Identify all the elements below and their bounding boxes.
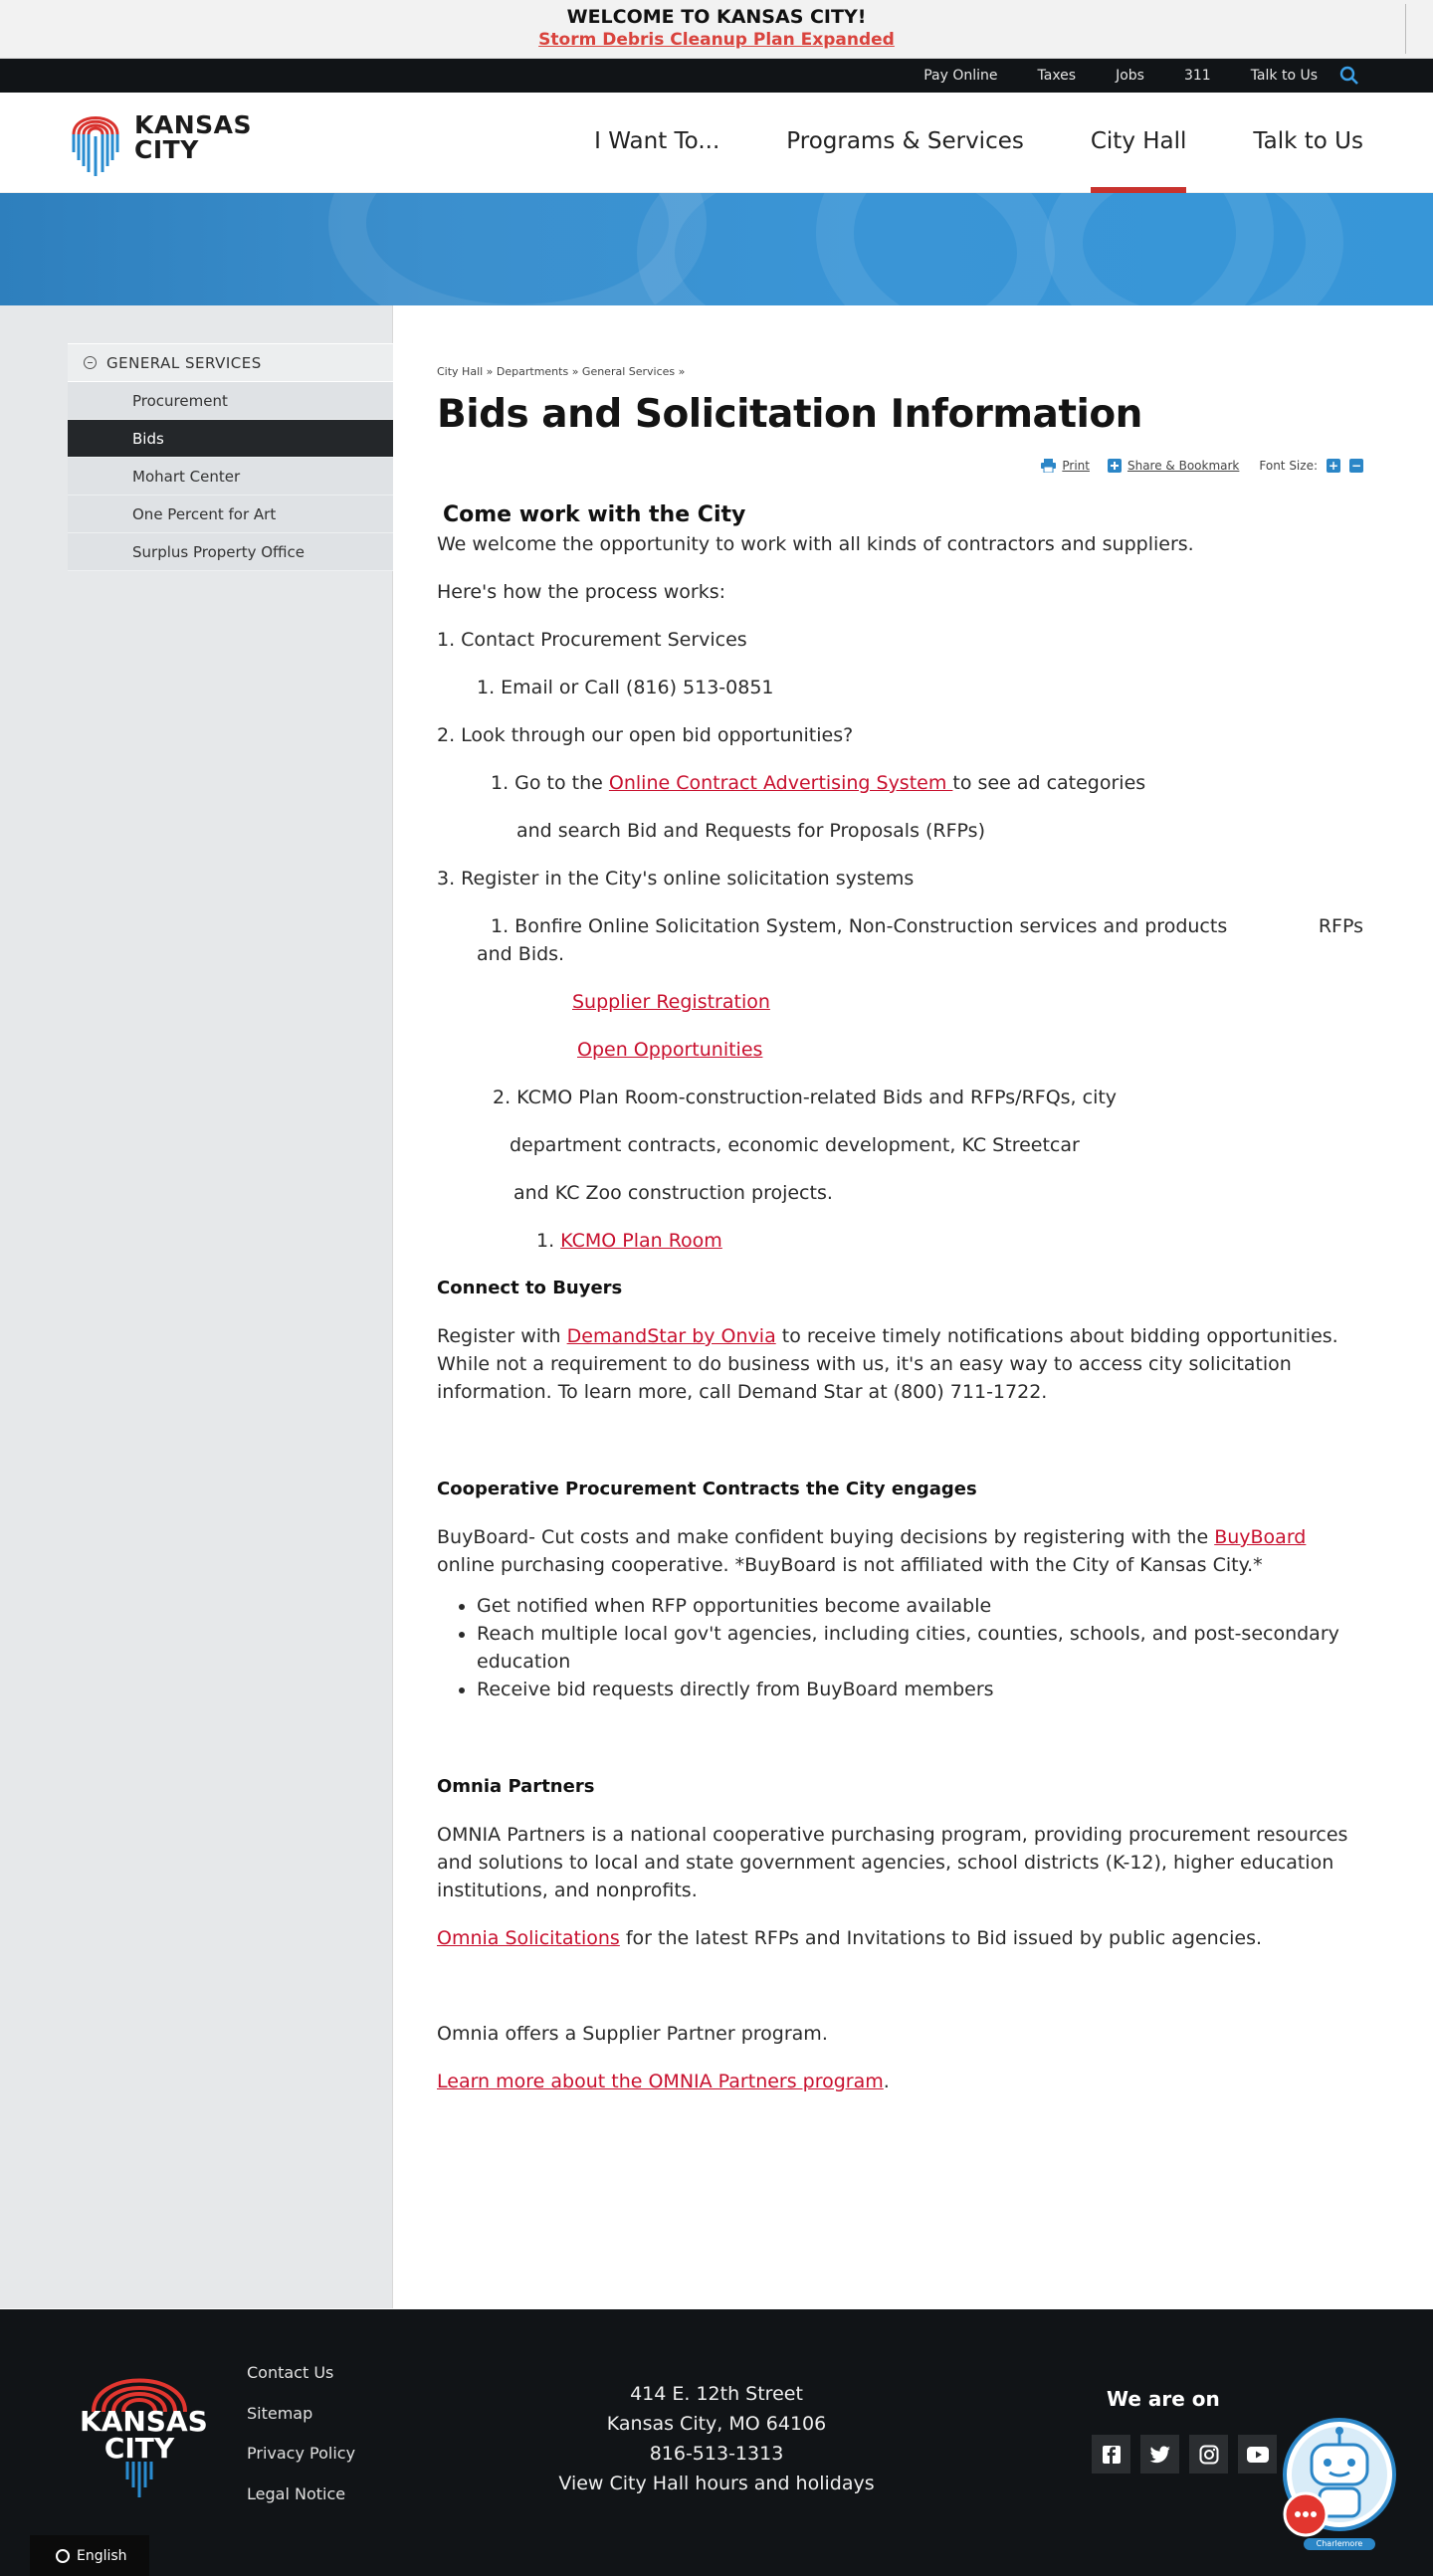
- buyboard-paragraph: [437, 1523, 1363, 1579]
- main-navigation: [0, 93, 1433, 193]
- sidebar-item-mohart-center[interactable]: Mohart Center: [68, 458, 393, 495]
- sidebar-item-procurement[interactable]: Procurement: [68, 382, 393, 420]
- social-links: [1092, 2435, 1287, 2474]
- kcmo-plan-room-link[interactable]: KCMO Plan Room: [560, 1230, 722, 1252]
- instagram-icon[interactable]: [1189, 2435, 1228, 2474]
- chatbot-robot-icon: [1282, 2413, 1396, 2552]
- logo-wordmark: [134, 112, 252, 162]
- print-label: Print: [1062, 459, 1090, 473]
- step-3b-line-2: department contracts, economic development, KC Streetcar: [510, 1134, 1080, 1156]
- utility-bar: [0, 59, 1433, 93]
- fountain-logo-icon: [68, 106, 123, 178]
- heading-come-work: Come work with the City: [443, 502, 746, 527]
- youtube-icon[interactable]: [1238, 2435, 1277, 2474]
- utility-link-jobs[interactable]: Jobs: [1116, 68, 1144, 84]
- plan-room-prefix: 1.: [536, 1230, 561, 1252]
- intro-text: We welcome the opportunity to work with all kinds of contractors and suppliers.: [437, 533, 1194, 555]
- footer-link-privacy-policy[interactable]: Privacy Policy: [247, 2444, 356, 2463]
- address-street: 414 E. 12th Street: [630, 2383, 803, 2405]
- banner-divider: [1405, 4, 1406, 54]
- twitter-icon[interactable]: [1140, 2435, 1179, 2474]
- connect-suffix: to receive timely notifications about bidding opportunities. While not a requirement to do business with us, it's an easy way to access city solicitation information. To learn more, call Demand Star at (800) 711-1722.: [437, 1325, 1338, 1403]
- logo-line-1: KANSAS: [134, 110, 253, 139]
- step-3b-line-3: and KC Zoo construction projects.: [513, 1182, 833, 1204]
- page-title: Bids and Solicitation Information: [437, 392, 1142, 437]
- page-tools: [437, 457, 1363, 475]
- buyboard-suffix: online purchasing cooperative. *BuyBoard is not affiliated with the City of Kansas City.*: [437, 1554, 1263, 1576]
- font-increase-icon[interactable]: +: [1328, 459, 1339, 473]
- list-item: • Get notified when RFP opportunities become available: [477, 1592, 1363, 1620]
- step-3a-bids: and Bids.: [477, 943, 565, 965]
- sidebar-heading-general-services[interactable]: [68, 343, 393, 382]
- buyboard-link[interactable]: BuyBoard: [1214, 1526, 1307, 1548]
- font-size-label: Font Size:: [1259, 459, 1318, 473]
- sidebar-item-surplus-property-office[interactable]: Surplus Property Office: [68, 533, 393, 571]
- omnia-solicitations-row: [437, 1924, 1363, 1952]
- sidebar-item-bids[interactable]: Bids: [68, 420, 393, 458]
- step-3: 3. Register in the City's online solicitation systems: [437, 868, 915, 890]
- utility-link-taxes[interactable]: Taxes: [1037, 68, 1077, 84]
- footer-logo-line-2: CITY: [103, 2432, 175, 2465]
- kansas-city-logo[interactable]: [68, 106, 253, 178]
- banner-alert-link[interactable]: Storm Debris Cleanup Plan Expanded: [538, 30, 895, 50]
- online-contract-advertising-link[interactable]: Online Contract Advertising System: [608, 772, 953, 794]
- heading-connect-buyers: Connect to Buyers: [437, 1278, 623, 1298]
- article-body: [437, 500, 1363, 2095]
- sidebar-heading-label: GENERAL SERVICES: [106, 353, 262, 372]
- buyboard-prefix: BuyBoard- Cut costs and make confident buying decisions by registering with the: [437, 1526, 1215, 1548]
- main-content: [393, 305, 1433, 2308]
- printer-icon: [1041, 459, 1056, 473]
- omnia-description: OMNIA Partners is a national cooperative purchasing program, providing procurement resources and solutions to local and state government agencies, school districts (K-12), higher education institutions, and nonprofits.: [437, 1824, 1348, 1901]
- banner-title: WELCOME TO KANSAS CITY!: [566, 6, 867, 28]
- buyboard-benefits-list: [477, 1592, 1363, 1703]
- city-hall-hours-link[interactable]: View City Hall hours and holidays: [558, 2473, 875, 2494]
- omnia-learn-period: .: [883, 2071, 890, 2092]
- footer-address: [517, 2379, 916, 2498]
- utility-link-talk-to-us[interactable]: Talk to Us: [1250, 68, 1318, 84]
- nav-i-want-to[interactable]: I Want To...: [594, 128, 720, 154]
- omnia-learn-row: [437, 2068, 1363, 2095]
- share-label: Share & Bookmark: [1126, 459, 1240, 473]
- address-city: Kansas City, MO 64106: [606, 2413, 827, 2435]
- footer-link-legal-notice[interactable]: Legal Notice: [247, 2483, 346, 2503]
- open-opportunities-row: [437, 1036, 1363, 1064]
- heading-cooperative: Cooperative Procurement Contracts the City engages: [437, 1479, 977, 1499]
- connect-paragraph: [437, 1322, 1363, 1406]
- nav-city-hall[interactable]: City Hall: [1091, 93, 1187, 193]
- open-opportunities-link[interactable]: Open Opportunities: [577, 1039, 763, 1061]
- footer-link-sitemap[interactable]: Sitemap: [247, 2403, 313, 2423]
- footer-logo-line-1: KANSAS: [80, 2405, 208, 2438]
- step-2a-suffix: to see ad categories: [952, 772, 1146, 794]
- supplier-registration-link[interactable]: Supplier Registration: [572, 991, 770, 1013]
- footer-logo[interactable]: [80, 2362, 209, 2501]
- sidebar-item-one-percent-for-art[interactable]: One Percent for Art: [68, 495, 393, 533]
- site-footer: [0, 2309, 1433, 2576]
- search-icon[interactable]: [1339, 65, 1361, 87]
- section-nav: [68, 343, 393, 571]
- list-item: • Reach multiple local gov't agencies, including cities, counties, schools, and post-secondary education: [477, 1620, 1363, 1676]
- list-item: • Receive bid requests directly from BuyBoard members: [477, 1676, 1363, 1703]
- demandstar-link[interactable]: DemandStar by Onvia: [566, 1325, 776, 1347]
- social-heading: We are on: [1107, 2387, 1220, 2411]
- step-2a-continued: and search Bid and Requests for Proposals (RFPs): [516, 820, 985, 842]
- step-1: 1. Contact Procurement Services: [437, 629, 747, 651]
- plan-room-row: [437, 1227, 1363, 1255]
- footer-link-contact-us[interactable]: Contact Us: [247, 2363, 334, 2382]
- omnia-learn-more-link[interactable]: Learn more about the OMNIA Partners program: [437, 2071, 884, 2092]
- step-3a: [437, 912, 1363, 968]
- heading-omnia: Omnia Partners: [437, 1776, 595, 1797]
- footer-links: [247, 2363, 355, 2524]
- font-decrease-icon[interactable]: −: [1350, 459, 1362, 473]
- omnia-solicitations-link[interactable]: Omnia Solicitations: [437, 1927, 620, 1949]
- sidebar: [0, 305, 393, 2308]
- process-intro: Here's how the process works:: [437, 581, 726, 603]
- globe-icon: [56, 2549, 70, 2563]
- facebook-icon[interactable]: [1092, 2435, 1130, 2474]
- footer-wordmark: [80, 2405, 208, 2465]
- omnia-solicitations-suffix: for the latest RFPs and Invitations to Bid issued by public agencies.: [619, 1927, 1263, 1949]
- connect-prefix: Register with: [437, 1325, 567, 1347]
- nav-programs-services[interactable]: Programs & Services: [786, 128, 1024, 154]
- step-3a-text: 1. Bonfire Online Solicitation System, Non-Construction services and products: [491, 915, 1228, 937]
- language-selector[interactable]: [30, 2535, 149, 2576]
- omnia-supplier-text: Omnia offers a Supplier Partner program.: [437, 2023, 828, 2045]
- logo-line-2: CITY: [134, 135, 199, 164]
- primary-nav: [527, 93, 1363, 193]
- print-button[interactable]: [1041, 459, 1090, 473]
- share-bookmark-button[interactable]: [1108, 459, 1239, 473]
- page-layout: [0, 305, 1433, 2308]
- language-label: English: [77, 2547, 127, 2564]
- supplier-registration-row: [437, 988, 1363, 1016]
- chatbot-label: Charlemore: [1316, 2539, 1363, 2548]
- address-phone[interactable]: 816-513-1313: [649, 2443, 784, 2465]
- utility-link-pay-online[interactable]: Pay Online: [923, 68, 998, 84]
- nav-talk-to-us[interactable]: Talk to Us: [1253, 128, 1363, 154]
- collapse-icon[interactable]: [84, 356, 97, 369]
- welcome-banner: [0, 0, 1433, 59]
- step-2: 2. Look through our open bid opportunities?: [437, 724, 854, 746]
- utility-link-311[interactable]: 311: [1183, 68, 1211, 84]
- step-2a: [437, 769, 1363, 797]
- step-1a: 1. Email or Call (816) 513-0851: [477, 677, 774, 698]
- step-2a-prefix: 1. Go to the: [491, 772, 609, 794]
- breadcrumb[interactable]: City Hall » Departments » General Services »: [437, 365, 686, 378]
- step-3a-rfps: RFPs: [1318, 915, 1363, 937]
- hero-banner: [0, 193, 1433, 305]
- chatbot-launcher[interactable]: [1282, 2413, 1396, 2552]
- plus-icon: [1108, 459, 1122, 473]
- step-3b-line-1: 2. KCMO Plan Room-construction-related Bids and RFPs/RFQs, city: [493, 1087, 1118, 1108]
